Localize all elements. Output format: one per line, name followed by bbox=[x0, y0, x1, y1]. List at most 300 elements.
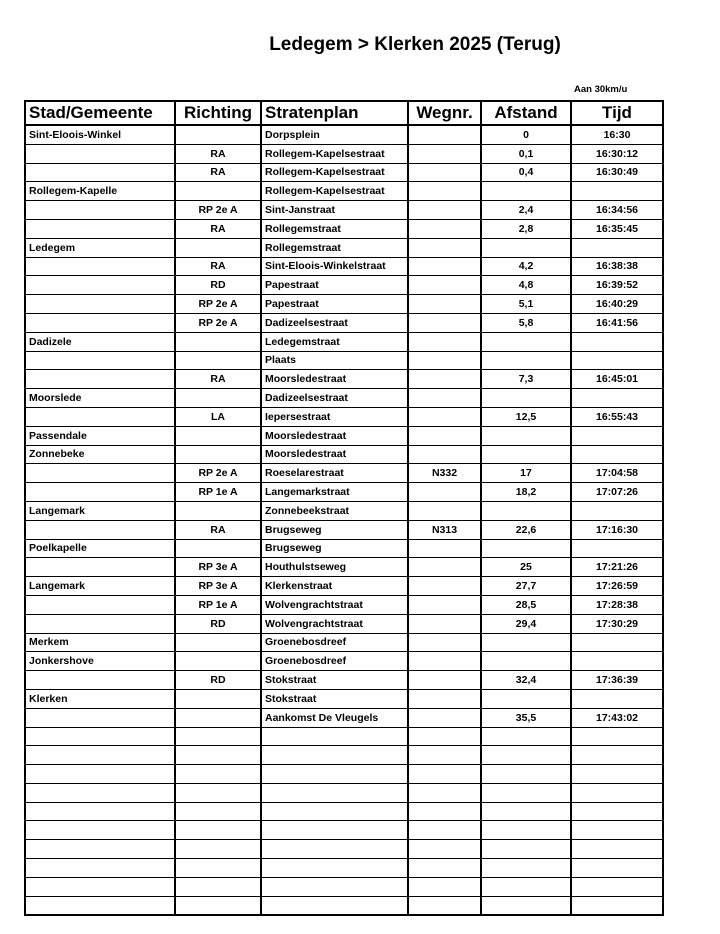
cell-time bbox=[571, 727, 663, 746]
cell-time: 17:30:29 bbox=[571, 614, 663, 633]
cell-town bbox=[25, 746, 175, 765]
table-row bbox=[25, 671, 663, 690]
cell-town bbox=[25, 840, 175, 859]
cell-direction: RP 3e A bbox=[175, 558, 261, 577]
cell-time bbox=[571, 859, 663, 878]
cell-distance: 2,4 bbox=[481, 201, 571, 220]
cell-distance bbox=[481, 445, 571, 464]
cell-direction bbox=[175, 765, 261, 784]
cell-road-number bbox=[408, 802, 481, 821]
cell-street: Moorsledestraat bbox=[261, 370, 408, 389]
cell-road-number bbox=[408, 238, 481, 257]
cell-time: 17:16:30 bbox=[571, 520, 663, 539]
cell-road-number bbox=[408, 859, 481, 878]
cell-town bbox=[25, 783, 175, 802]
table-row bbox=[25, 765, 663, 784]
cell-direction: RD bbox=[175, 671, 261, 690]
cell-road-number bbox=[408, 783, 481, 802]
cell-distance bbox=[481, 689, 571, 708]
cell-time bbox=[571, 840, 663, 859]
table-row bbox=[25, 483, 663, 502]
cell-street: Houthulstseweg bbox=[261, 558, 408, 577]
cell-direction: RP 2e A bbox=[175, 201, 261, 220]
table-row bbox=[25, 821, 663, 840]
column-header-road: Wegnr. bbox=[408, 101, 481, 125]
cell-direction bbox=[175, 332, 261, 351]
cell-street: Plaats bbox=[261, 351, 408, 370]
cell-road-number bbox=[408, 426, 481, 445]
cell-street: Dorpsplein bbox=[261, 125, 408, 144]
cell-town bbox=[25, 407, 175, 426]
cell-street: Moorsledestraat bbox=[261, 445, 408, 464]
cell-time: 17:21:26 bbox=[571, 558, 663, 577]
table-row bbox=[25, 558, 663, 577]
table-row bbox=[25, 783, 663, 802]
cell-street: Stokstraat bbox=[261, 671, 408, 690]
cell-time bbox=[571, 332, 663, 351]
cell-town: Langemark bbox=[25, 501, 175, 520]
cell-street: Dadizeelsestraat bbox=[261, 389, 408, 408]
cell-distance bbox=[481, 765, 571, 784]
cell-direction: RA bbox=[175, 520, 261, 539]
cell-direction: RA bbox=[175, 219, 261, 238]
cell-street bbox=[261, 727, 408, 746]
cell-road-number bbox=[408, 896, 481, 915]
cell-town: Dadizele bbox=[25, 332, 175, 351]
table-row bbox=[25, 501, 663, 520]
cell-street: Rollegem-Kapelsestraat bbox=[261, 144, 408, 163]
cell-direction: RD bbox=[175, 276, 261, 295]
cell-direction bbox=[175, 727, 261, 746]
cell-time: 16:30 bbox=[571, 125, 663, 144]
cell-direction: RP 2e A bbox=[175, 295, 261, 314]
cell-distance bbox=[481, 351, 571, 370]
cell-time: 17:07:26 bbox=[571, 483, 663, 502]
cell-time bbox=[571, 389, 663, 408]
cell-time bbox=[571, 896, 663, 915]
cell-time: 16:45:01 bbox=[571, 370, 663, 389]
cell-road-number bbox=[408, 501, 481, 520]
cell-direction bbox=[175, 125, 261, 144]
cell-street: Ledegemstraat bbox=[261, 332, 408, 351]
cell-town: Rollegem-Kapelle bbox=[25, 182, 175, 201]
cell-street bbox=[261, 765, 408, 784]
cell-distance bbox=[481, 859, 571, 878]
cell-distance bbox=[481, 501, 571, 520]
cell-road-number bbox=[408, 389, 481, 408]
cell-town: Ledegem bbox=[25, 238, 175, 257]
cell-road-number bbox=[408, 313, 481, 332]
table-row bbox=[25, 125, 663, 144]
cell-town: Sint-Eloois-Winkel bbox=[25, 125, 175, 144]
table-row bbox=[25, 802, 663, 821]
cell-town bbox=[25, 765, 175, 784]
table-row bbox=[25, 144, 663, 163]
cell-time bbox=[571, 877, 663, 896]
cell-direction: RD bbox=[175, 614, 261, 633]
cell-time bbox=[571, 238, 663, 257]
column-header-distance: Afstand bbox=[481, 101, 571, 125]
column-header-street: Stratenplan bbox=[261, 101, 408, 125]
cell-direction bbox=[175, 238, 261, 257]
cell-town bbox=[25, 144, 175, 163]
cell-town bbox=[25, 370, 175, 389]
cell-time: 16:30:12 bbox=[571, 144, 663, 163]
cell-town bbox=[25, 483, 175, 502]
cell-street bbox=[261, 746, 408, 765]
table-row bbox=[25, 877, 663, 896]
cell-distance bbox=[481, 746, 571, 765]
cell-street: Aankomst De Vleugels bbox=[261, 708, 408, 727]
cell-time bbox=[571, 539, 663, 558]
cell-direction bbox=[175, 389, 261, 408]
cell-time bbox=[571, 426, 663, 445]
table-row bbox=[25, 182, 663, 201]
cell-street: Klerkenstraat bbox=[261, 577, 408, 596]
cell-street: Brugseweg bbox=[261, 520, 408, 539]
cell-distance bbox=[481, 652, 571, 671]
cell-street: Dadizeelsestraat bbox=[261, 313, 408, 332]
cell-distance bbox=[481, 332, 571, 351]
table-row bbox=[25, 859, 663, 878]
cell-town: Merkem bbox=[25, 633, 175, 652]
cell-time bbox=[571, 633, 663, 652]
cell-road-number bbox=[408, 633, 481, 652]
cell-town bbox=[25, 163, 175, 182]
cell-distance: 2,8 bbox=[481, 219, 571, 238]
cell-street: Roeselarestraat bbox=[261, 464, 408, 483]
table-row bbox=[25, 652, 663, 671]
cell-distance bbox=[481, 182, 571, 201]
table-row bbox=[25, 370, 663, 389]
cell-road-number bbox=[408, 671, 481, 690]
cell-town: Zonnebeke bbox=[25, 445, 175, 464]
cell-distance bbox=[481, 633, 571, 652]
cell-street bbox=[261, 840, 408, 859]
cell-time: 16:38:38 bbox=[571, 257, 663, 276]
cell-direction bbox=[175, 783, 261, 802]
cell-road-number bbox=[408, 577, 481, 596]
cell-street: Sint-Janstraat bbox=[261, 201, 408, 220]
cell-town bbox=[25, 821, 175, 840]
cell-road-number bbox=[408, 840, 481, 859]
cell-direction bbox=[175, 445, 261, 464]
cell-direction: RP 1e A bbox=[175, 483, 261, 502]
cell-town bbox=[25, 877, 175, 896]
cell-distance: 7,3 bbox=[481, 370, 571, 389]
cell-time: 16:55:43 bbox=[571, 407, 663, 426]
cell-town bbox=[25, 201, 175, 220]
table-header-row bbox=[25, 101, 663, 125]
cell-town bbox=[25, 520, 175, 539]
cell-distance: 27,7 bbox=[481, 577, 571, 596]
cell-distance: 32,4 bbox=[481, 671, 571, 690]
cell-distance: 0,1 bbox=[481, 144, 571, 163]
cell-street bbox=[261, 859, 408, 878]
table-row bbox=[25, 689, 663, 708]
cell-direction bbox=[175, 426, 261, 445]
cell-distance bbox=[481, 426, 571, 445]
cell-direction bbox=[175, 877, 261, 896]
cell-street bbox=[261, 896, 408, 915]
column-header-direction: Richting bbox=[175, 101, 261, 125]
cell-street: Brugseweg bbox=[261, 539, 408, 558]
table-row bbox=[25, 840, 663, 859]
cell-time bbox=[571, 821, 663, 840]
table-row bbox=[25, 426, 663, 445]
cell-town bbox=[25, 276, 175, 295]
cell-road-number: N332 bbox=[408, 464, 481, 483]
cell-time: 16:41:56 bbox=[571, 313, 663, 332]
cell-road-number bbox=[408, 727, 481, 746]
cell-distance: 25 bbox=[481, 558, 571, 577]
table-row bbox=[25, 407, 663, 426]
cell-time bbox=[571, 182, 663, 201]
cell-time: 16:35:45 bbox=[571, 219, 663, 238]
cell-street bbox=[261, 783, 408, 802]
cell-street bbox=[261, 877, 408, 896]
cell-road-number bbox=[408, 219, 481, 238]
cell-direction bbox=[175, 746, 261, 765]
cell-road-number bbox=[408, 746, 481, 765]
cell-town: Moorslede bbox=[25, 389, 175, 408]
cell-road-number bbox=[408, 257, 481, 276]
cell-road-number bbox=[408, 689, 481, 708]
cell-street: Groenebosdreef bbox=[261, 633, 408, 652]
table-row bbox=[25, 295, 663, 314]
cell-street: Rollegem-Kapelsestraat bbox=[261, 182, 408, 201]
cell-time bbox=[571, 802, 663, 821]
table-row bbox=[25, 313, 663, 332]
cell-town bbox=[25, 558, 175, 577]
cell-street: Wolvengrachtstraat bbox=[261, 595, 408, 614]
cell-direction bbox=[175, 689, 261, 708]
cell-distance: 12,5 bbox=[481, 407, 571, 426]
table-row bbox=[25, 389, 663, 408]
cell-direction: LA bbox=[175, 407, 261, 426]
cell-road-number bbox=[408, 182, 481, 201]
table-row bbox=[25, 351, 663, 370]
table-row bbox=[25, 595, 663, 614]
cell-distance bbox=[481, 238, 571, 257]
cell-direction: RP 2e A bbox=[175, 464, 261, 483]
cell-distance bbox=[481, 727, 571, 746]
cell-direction bbox=[175, 182, 261, 201]
cell-town: Poelkapelle bbox=[25, 539, 175, 558]
cell-direction bbox=[175, 501, 261, 520]
cell-time: 17:26:59 bbox=[571, 577, 663, 596]
table-row bbox=[25, 201, 663, 220]
table-row bbox=[25, 577, 663, 596]
cell-road-number bbox=[408, 201, 481, 220]
table-row bbox=[25, 746, 663, 765]
cell-street: Wolvengrachtstraat bbox=[261, 614, 408, 633]
cell-road-number bbox=[408, 765, 481, 784]
cell-direction bbox=[175, 652, 261, 671]
cell-road-number bbox=[408, 558, 481, 577]
speed-note: Aan 30km/u bbox=[574, 84, 628, 95]
cell-town: Jonkershove bbox=[25, 652, 175, 671]
cell-street: Moorsledestraat bbox=[261, 426, 408, 445]
cell-distance: 5,8 bbox=[481, 313, 571, 332]
cell-distance bbox=[481, 840, 571, 859]
cell-time: 17:36:39 bbox=[571, 671, 663, 690]
cell-direction bbox=[175, 896, 261, 915]
cell-town bbox=[25, 257, 175, 276]
cell-time bbox=[571, 652, 663, 671]
table-row bbox=[25, 219, 663, 238]
route-table-body bbox=[25, 125, 663, 915]
cell-time bbox=[571, 765, 663, 784]
cell-road-number bbox=[408, 144, 481, 163]
cell-direction bbox=[175, 802, 261, 821]
cell-street bbox=[261, 821, 408, 840]
cell-direction: RP 3e A bbox=[175, 577, 261, 596]
cell-road-number bbox=[408, 708, 481, 727]
cell-road-number bbox=[408, 407, 481, 426]
cell-road-number: N313 bbox=[408, 520, 481, 539]
cell-time: 16:40:29 bbox=[571, 295, 663, 314]
table-row bbox=[25, 445, 663, 464]
cell-road-number bbox=[408, 370, 481, 389]
cell-road-number bbox=[408, 595, 481, 614]
cell-town: Passendale bbox=[25, 426, 175, 445]
cell-direction bbox=[175, 539, 261, 558]
cell-distance: 0,4 bbox=[481, 163, 571, 182]
cell-direction: RA bbox=[175, 370, 261, 389]
cell-direction bbox=[175, 351, 261, 370]
cell-direction: RA bbox=[175, 257, 261, 276]
cell-street: Langemarkstraat bbox=[261, 483, 408, 502]
cell-distance bbox=[481, 821, 571, 840]
cell-town bbox=[25, 295, 175, 314]
cell-town bbox=[25, 313, 175, 332]
cell-time bbox=[571, 445, 663, 464]
cell-distance: 28,5 bbox=[481, 595, 571, 614]
cell-direction: RP 1e A bbox=[175, 595, 261, 614]
table-row bbox=[25, 539, 663, 558]
table-row bbox=[25, 708, 663, 727]
cell-town bbox=[25, 859, 175, 878]
cell-time: 16:30:49 bbox=[571, 163, 663, 182]
cell-road-number bbox=[408, 295, 481, 314]
cell-time bbox=[571, 746, 663, 765]
cell-town bbox=[25, 351, 175, 370]
column-header-time: Tijd bbox=[571, 101, 663, 125]
cell-distance: 5,1 bbox=[481, 295, 571, 314]
cell-town: Klerken bbox=[25, 689, 175, 708]
cell-road-number bbox=[408, 483, 481, 502]
table-row bbox=[25, 257, 663, 276]
cell-distance: 0 bbox=[481, 125, 571, 144]
cell-street: Zonnebeekstraat bbox=[261, 501, 408, 520]
cell-road-number bbox=[408, 163, 481, 182]
table-row bbox=[25, 896, 663, 915]
cell-road-number bbox=[408, 877, 481, 896]
cell-town bbox=[25, 896, 175, 915]
cell-town bbox=[25, 219, 175, 238]
cell-distance: 29,4 bbox=[481, 614, 571, 633]
cell-road-number bbox=[408, 351, 481, 370]
table-row bbox=[25, 238, 663, 257]
cell-town bbox=[25, 595, 175, 614]
cell-time: 16:39:52 bbox=[571, 276, 663, 295]
cell-direction: RP 2e A bbox=[175, 313, 261, 332]
route-table bbox=[24, 100, 664, 916]
cell-time bbox=[571, 501, 663, 520]
cell-street: Stokstraat bbox=[261, 689, 408, 708]
cell-distance bbox=[481, 389, 571, 408]
cell-town: Langemark bbox=[25, 577, 175, 596]
table-row bbox=[25, 276, 663, 295]
cell-time bbox=[571, 351, 663, 370]
cell-street: Iepersestraat bbox=[261, 407, 408, 426]
cell-time: 16:34:56 bbox=[571, 201, 663, 220]
cell-road-number bbox=[408, 125, 481, 144]
table-row bbox=[25, 614, 663, 633]
cell-road-number bbox=[408, 276, 481, 295]
cell-time: 17:28:38 bbox=[571, 595, 663, 614]
cell-town bbox=[25, 727, 175, 746]
table-row bbox=[25, 520, 663, 539]
cell-distance: 18,2 bbox=[481, 483, 571, 502]
cell-road-number bbox=[408, 332, 481, 351]
cell-direction bbox=[175, 633, 261, 652]
cell-distance: 17 bbox=[481, 464, 571, 483]
table-row bbox=[25, 633, 663, 652]
cell-street: Groenebosdreef bbox=[261, 652, 408, 671]
cell-street: Papestraat bbox=[261, 295, 408, 314]
cell-street: Papestraat bbox=[261, 276, 408, 295]
cell-distance: 22,6 bbox=[481, 520, 571, 539]
cell-time bbox=[571, 783, 663, 802]
cell-direction bbox=[175, 708, 261, 727]
cell-town bbox=[25, 708, 175, 727]
cell-town bbox=[25, 614, 175, 633]
cell-direction: RA bbox=[175, 144, 261, 163]
cell-street bbox=[261, 802, 408, 821]
cell-road-number bbox=[408, 614, 481, 633]
cell-time: 17:43:02 bbox=[571, 708, 663, 727]
cell-town bbox=[25, 464, 175, 483]
cell-distance bbox=[481, 783, 571, 802]
cell-road-number bbox=[408, 445, 481, 464]
cell-time bbox=[571, 689, 663, 708]
cell-town bbox=[25, 671, 175, 690]
cell-direction bbox=[175, 821, 261, 840]
cell-distance: 35,5 bbox=[481, 708, 571, 727]
cell-distance bbox=[481, 539, 571, 558]
cell-street: Rollegemstraat bbox=[261, 238, 408, 257]
table-row bbox=[25, 464, 663, 483]
column-header-town: Stad/Gemeente bbox=[25, 101, 175, 125]
table-row bbox=[25, 727, 663, 746]
cell-direction bbox=[175, 859, 261, 878]
cell-street: Rollegem-Kapelsestraat bbox=[261, 163, 408, 182]
cell-time: 17:04:58 bbox=[571, 464, 663, 483]
cell-distance: 4,8 bbox=[481, 276, 571, 295]
cell-road-number bbox=[408, 539, 481, 558]
cell-distance: 4,2 bbox=[481, 257, 571, 276]
table-row bbox=[25, 163, 663, 182]
cell-road-number bbox=[408, 821, 481, 840]
cell-distance bbox=[481, 896, 571, 915]
cell-direction bbox=[175, 840, 261, 859]
cell-distance bbox=[481, 802, 571, 821]
cell-town bbox=[25, 802, 175, 821]
cell-direction: RA bbox=[175, 163, 261, 182]
page-title: Ledegem > Klerken 2025 (Terug) bbox=[269, 34, 561, 55]
